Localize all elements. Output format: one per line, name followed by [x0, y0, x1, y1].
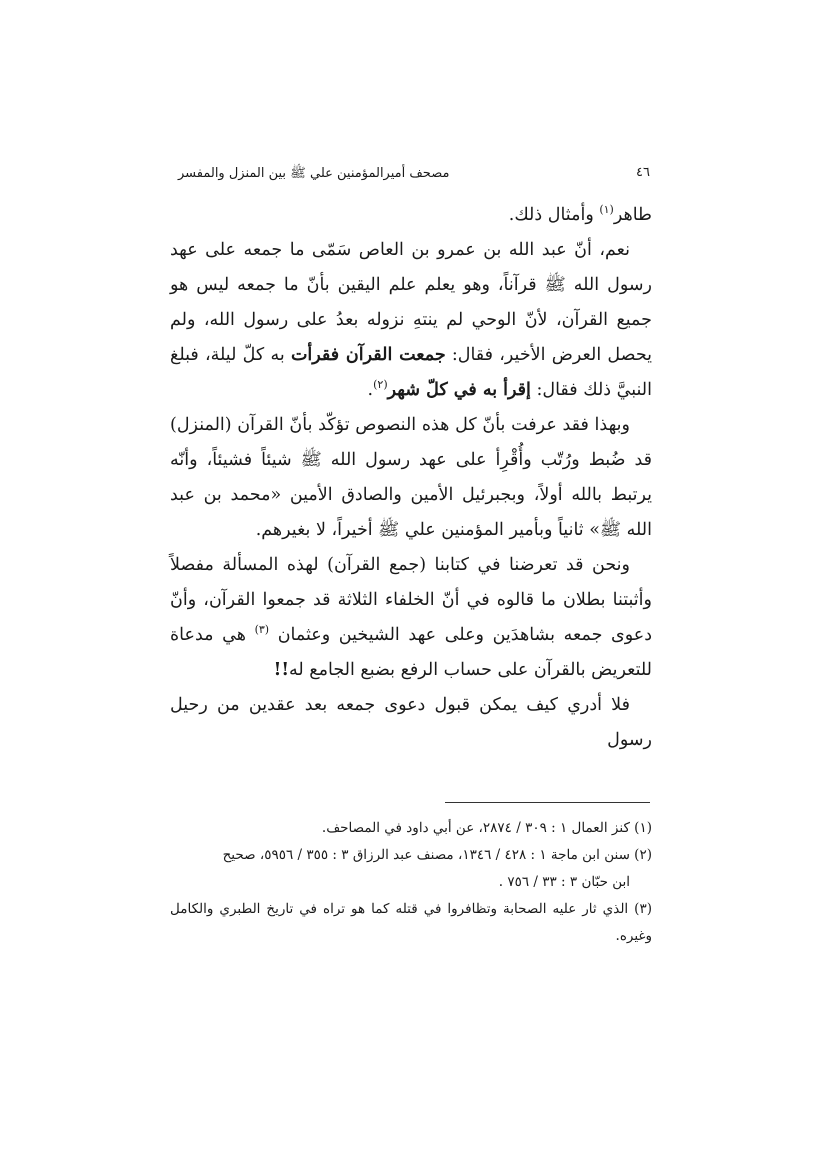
page-header — [178, 165, 650, 187]
paragraph-2 — [170, 233, 652, 408]
running-title: مصحف أميرالمؤمنين علي ﷺ بين المنزل والمفسر — [178, 166, 450, 181]
paragraph-2-middle: به كلّ ليلة، فبلغ النبيَّ ذلك فقال: — [170, 345, 652, 400]
paragraph-4-text: ونحن قد تعرضنا في كتابنا (جمع القرآن) لهذه المسألة مفصلاً وأثبتنا بطلان ما قالوه في أنّ الخلفاء الثلاثة قد جمعوا القرآن، وأنّ دعوى جمعه بشاهدَين وعلى عهد الشيخين وعثمان — [170, 555, 652, 645]
footnotes — [170, 815, 652, 950]
footnote-3: (٣) الذي ثار عليه الصحابة وتظافروا في قتله كما هو تراه في تاريخ الطبري والكامل وغيره. — [170, 901, 652, 944]
paragraph-4 — [170, 548, 652, 688]
footnote-ref-2: (٢) — [373, 378, 388, 392]
footnote-2-continuation: ابن حبّان ٣ : ٣٣ / ٧٥٦ . — [498, 874, 630, 890]
paragraph-5: فلا أدري كيف يمكن قبول دعوى جمعه بعد عقدين من رحيل رسول — [170, 695, 652, 750]
paragraph-1 — [170, 198, 652, 233]
footnote-ref-1: (١) — [599, 203, 614, 217]
quote-bold-1: جمعت القرآن فقرأت — [290, 345, 446, 365]
footnote-ref-3: (٣) — [254, 623, 270, 637]
footnote-2: (٢) سنن ابن ماجة ١ : ٤٢٨ / ١٣٤٦، مصنف عبد الرزاق ٣ : ٣٥٥ / ٥٩٥٦، صحيح — [222, 847, 652, 863]
paragraph-1-text: طاهر — [613, 205, 652, 225]
footnote-1: (١) كنز العمال ١ : ٣٠٩ / ٢٨٧٤، عن أبي داود في المصاحف. — [321, 820, 652, 836]
paragraph-2-end: . — [367, 380, 374, 400]
emphasis-marks: !! — [273, 660, 290, 680]
paragraph-2-text: نعم، أنّ عبد الله بن عمرو بن العاص سَمّى ما جمعه على عهد رسول الله ﷺ قرآناً، وهو يعلم علم اليقين بأنّ ما جمعه ليس هو جميع القرآن، لأنّ الوحي لم ينتهِ نزوله بعدُ على رسول الله، ولم يحصل العرض الأخير، فقال: — [170, 240, 652, 365]
paragraph-3: وبهذا فقد عرفت بأنّ كل هذه النصوص تؤكّد بأنّ القرآن (المنزل) قد ضُبط ورُتّب وأُقْرِأ على عهد رسول الله ﷺ شيئاً فشيئاً، وأنّه يرتبط بالله أولاً، وبجبرئيل الأمين والصادق الأمين «محمد بن عبد الله ﷺ» ثانياً وبأمير المؤمنين علي ﷺ أخيراً، لا بغيرهم. — [170, 415, 652, 540]
quote-bold-2: إقرأ به في كلّ شهر — [387, 380, 531, 400]
paragraph-4-end: هي مدعاة للتعريض بالقرآن على حساب الرفع بضبع الجامع له — [170, 625, 652, 680]
paragraph-1-end: وأمثال ذلك. — [508, 205, 600, 225]
page-number: ٤٦ — [636, 165, 650, 180]
main-text — [170, 198, 652, 758]
footnote-divider — [445, 802, 650, 803]
